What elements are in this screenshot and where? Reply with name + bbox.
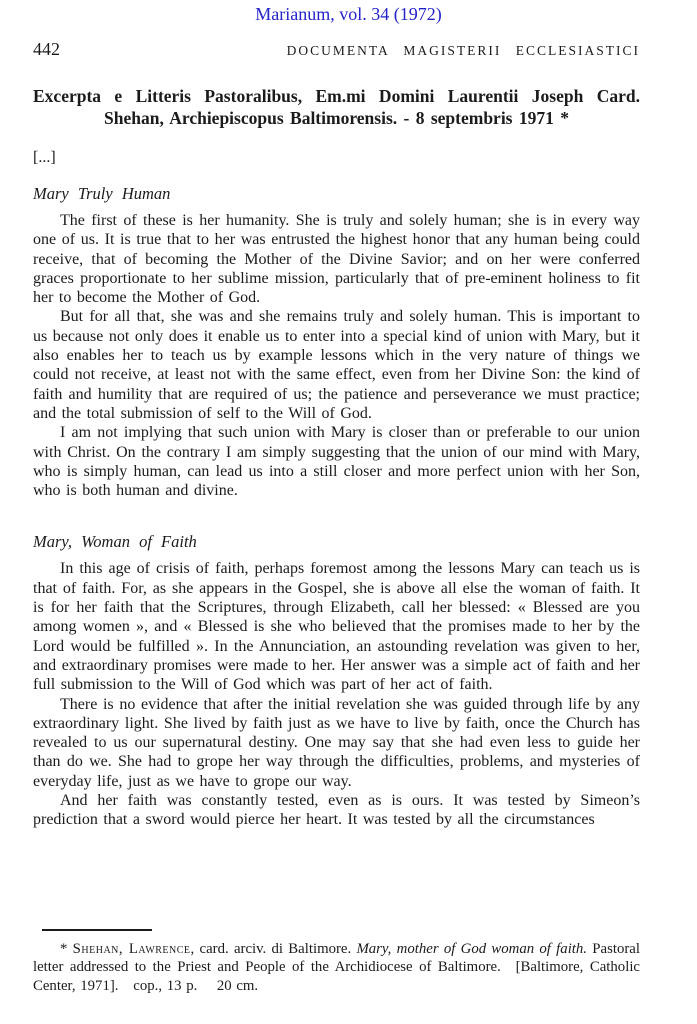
paragraph: The first of these is her humanity. She is truly and solely human; she is in every way one of us. It is true that to her was entrusted the highest honor that any human being could receive, that of becoming the Mother of the Divine Savior; and on her were conferred graces proportionate to her sublime mission, particularly that of pre-eminent holiness to fit her to become the Mother of God.: [33, 212, 640, 307]
footnote-author: Shehan, Lawrence: [72, 941, 191, 957]
footnote-author-suffix: , card. arciv. di Baltimore.: [190, 941, 357, 957]
running-title: DOCUMENTA MAGISTERII ECCLESIASTICI: [286, 43, 640, 58]
footnote: [33, 940, 640, 995]
article-title-line2: Shehan, Archiepiscopus Baltimorensis. - 8 septembris 1971 *: [104, 108, 569, 128]
omission-mark: [...]: [33, 149, 56, 166]
footnote-block: [33, 921, 640, 995]
journal-volume-link[interactable]: Marianum, vol. 34 (1972): [255, 4, 442, 24]
footnote-separator: [42, 929, 152, 931]
page-number: 442: [33, 39, 60, 59]
footnote-description: Pastoral letter addressed to the Priest and People of the Archidiocese of Baltimore. [Baltimore, Catholic Center, 1971]. cop., 13 p. 20 cm.: [33, 941, 640, 994]
running-header: [33, 39, 640, 60]
paragraph: But for all that, she was and she remains truly and solely human. This is important to us because not only does it enable us to enter into a special kind of union with Mary, but it also enables her to teach us by example lessons which in the very nature of things we could not receive, at least not with the same effect, even from her Divine Son: the kind of faith and humility that are required of us; the patience and perseverance we must practice; and the total submission of self to the Will of God.: [33, 308, 640, 422]
journal-link-row: [0, 4, 697, 25]
article-title: [33, 85, 640, 129]
section-heading-mary-truly-human: Mary Truly Human: [33, 184, 171, 203]
footnote-marker: *: [60, 941, 73, 957]
footnote-work-title: Mary, mother of God woman of faith.: [356, 941, 588, 957]
section-heading-mary-woman-of-faith: Mary, Woman of Faith: [33, 532, 197, 552]
paragraph: I am not implying that such union with Mary is closer than or preferable to our union with Christ. On the contrary I am simply suggesting that the union of our mind with Mary, who is simply human, can lead us into a still closer and more perfect union with her Son, who is both human and divine.: [33, 424, 640, 500]
paragraph: And her faith was constantly tested, even as is ours. It was tested by Simeon’s prediction that a sword would pierce her heart. It was tested by all the circumstances: [33, 792, 640, 829]
paragraph: There is no evidence that after the initial revelation she was guided through life by any extraordinary light. She lived by faith just as we have to live by faith, once the Church has revealed to us our supernatural destiny. One may say that she had even less to guide her than do we. She had to grope her way through the difficulties, problems, and mysteries of everyday life, just as we have to grope our way.: [33, 695, 640, 790]
article-title-line1: Excerpta e Litteris Pastoralibus, Em.mi Domini Laurentii Joseph Card.: [33, 86, 640, 106]
paragraph: In this age of crisis of faith, perhaps foremost among the lessons Mary can teach us is that of faith. For, as she appears in the Gospel, she is above all else the woman of faith. It is for her faith that the Scriptures, through Elizabeth, call her blessed: « Blessed are you among women », and « Blessed is she who believed that the promises made to her by the Lord would be fulfilled ». In the Annunciation, an astounding revelation was given to her, and extraordinary promises were made to her. Her answer was a simple act of faith and her full submission to the Will of God which was part of her act of faith.: [33, 560, 640, 694]
